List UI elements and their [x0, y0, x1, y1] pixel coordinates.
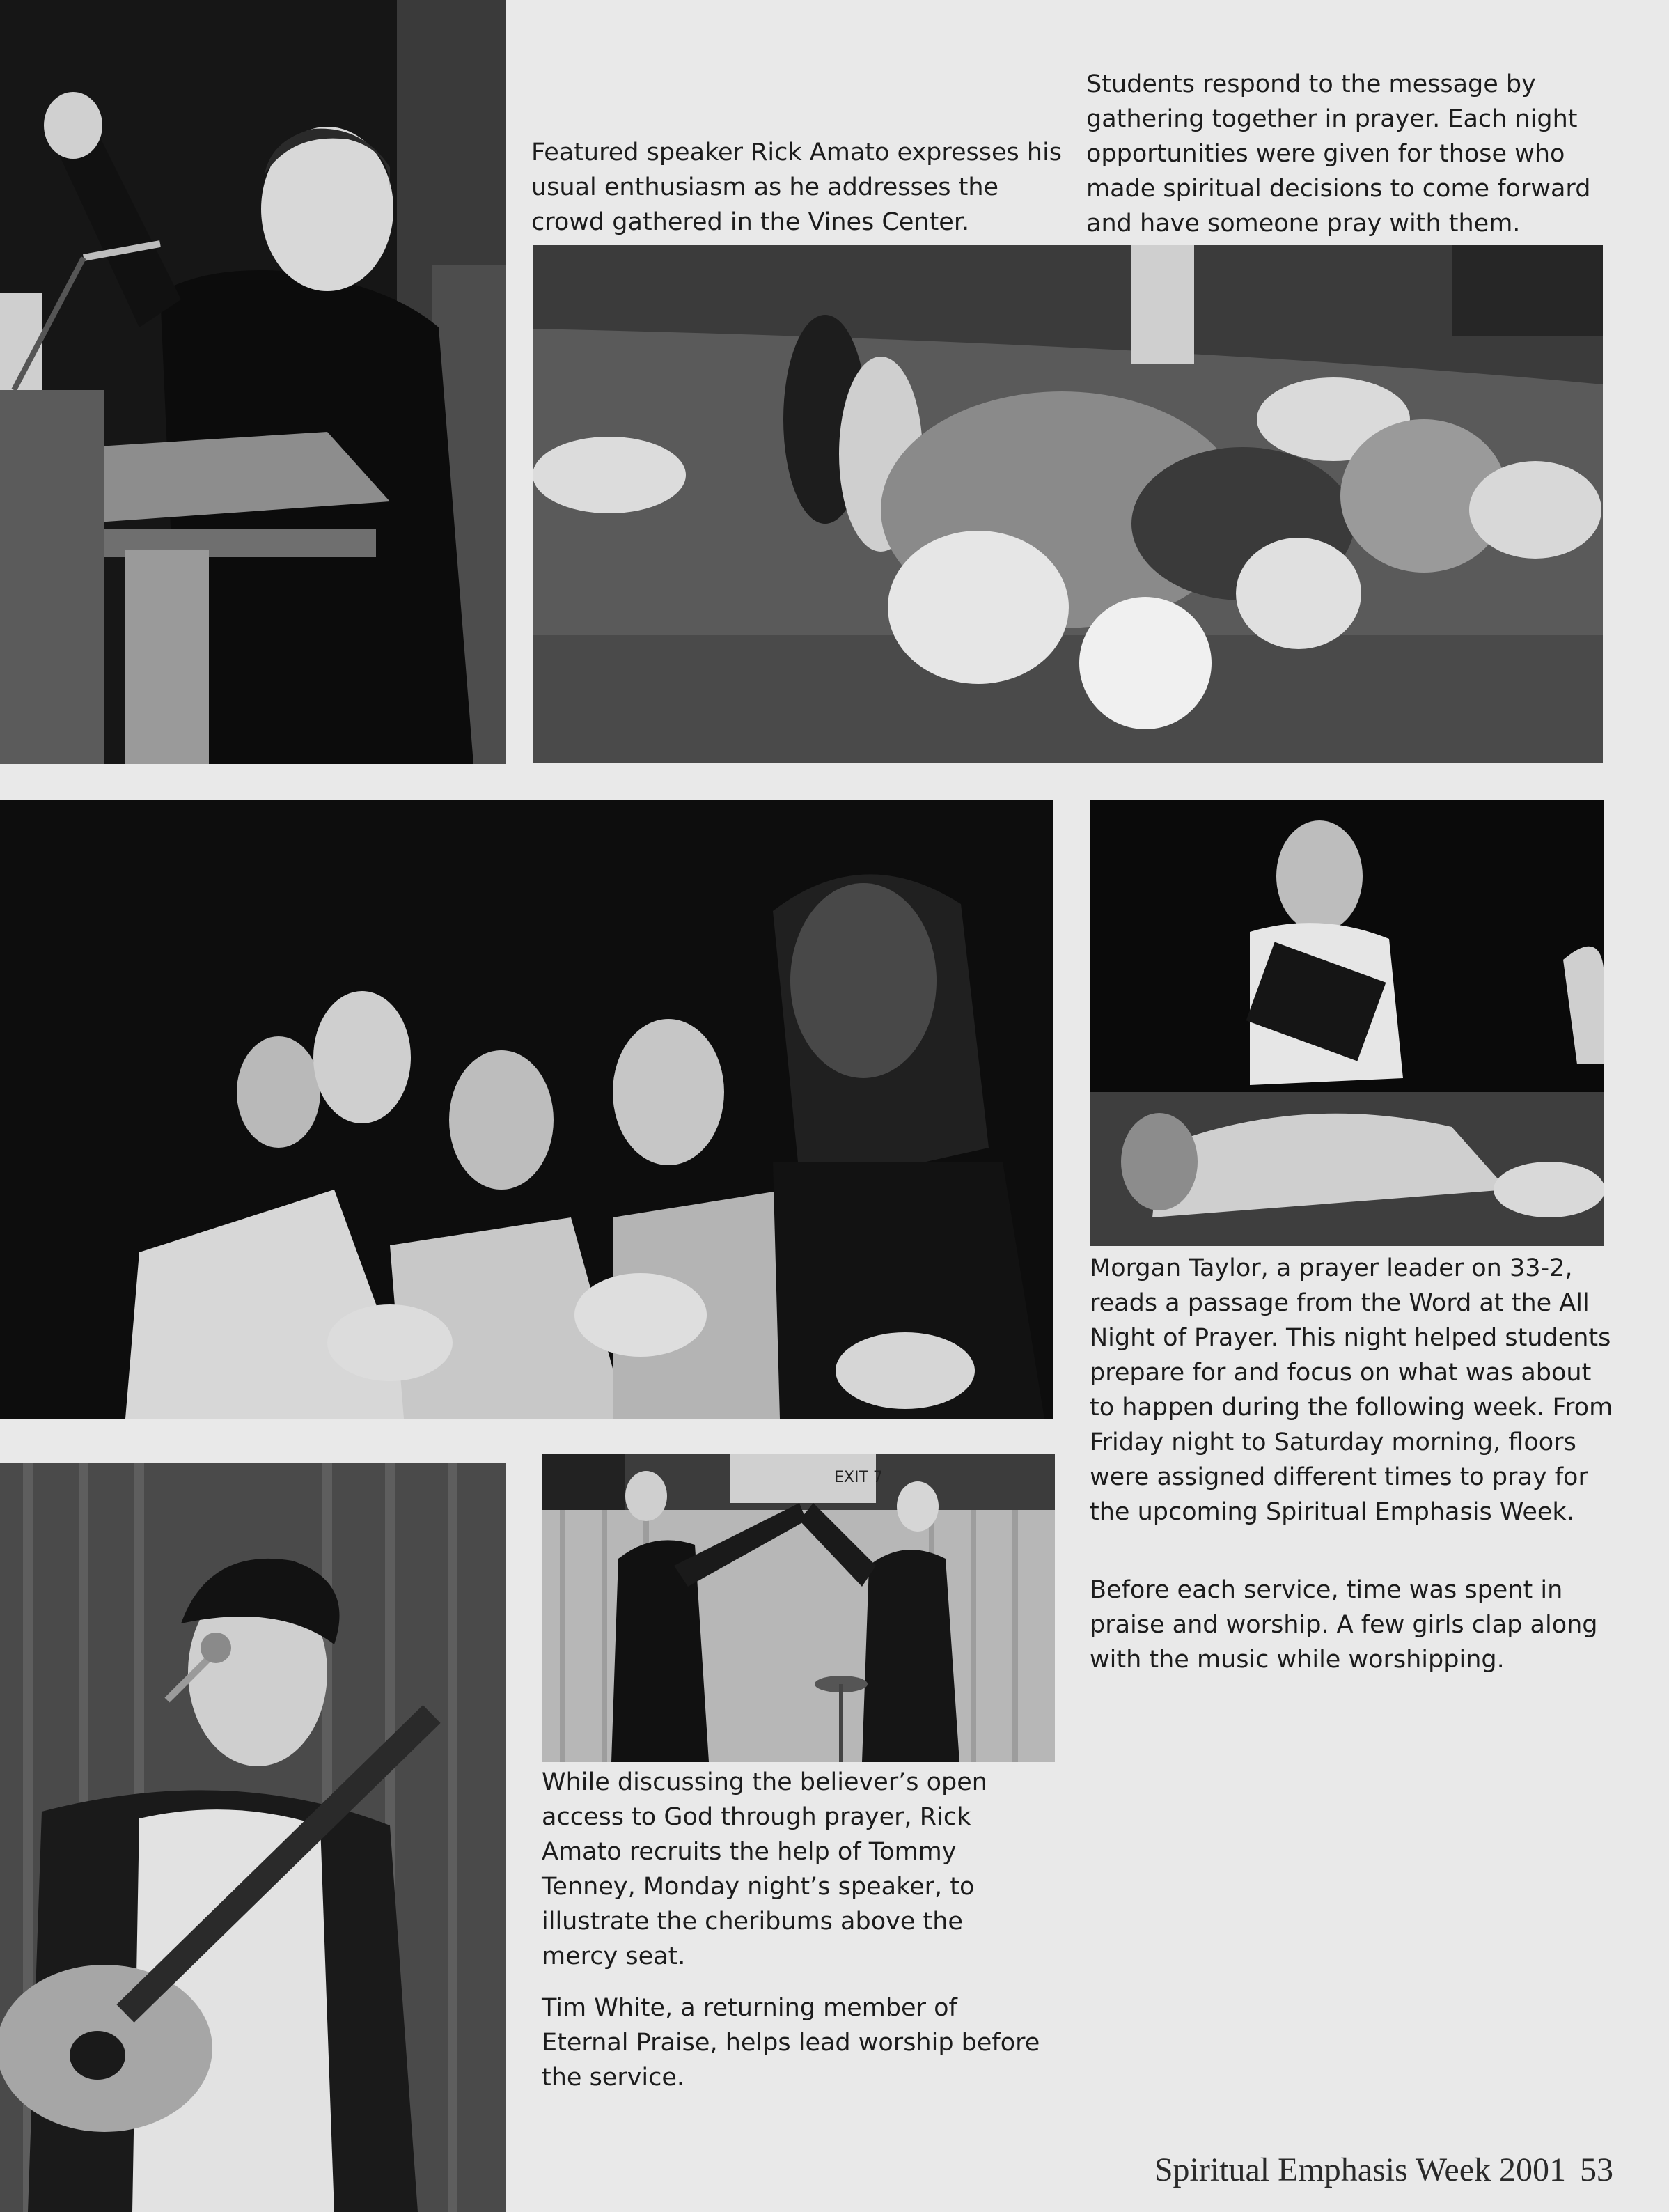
caption-morgan-taylor: Morgan Taylor, a prayer leader on 33-2, reads a passage from the Word at the All Night of Prayer. This night helped students prepare for and focus on what was about to happen during the following week. From Friday night to Saturday morning, floors were assigned different times to pray for the upcoming Spiritual Emphasis Week.	[1090, 1254, 1613, 1526]
page-number: 53	[1580, 2151, 1613, 2188]
photo-morgan-taylor	[1090, 800, 1604, 1246]
photo-rick-amato-podium	[0, 0, 506, 764]
photo-amato-tenney-cheribums	[542, 1454, 1055, 1762]
caption-girls-clap: Before each service, time was spent in praise and worship. A few girls clap along with the music while worshipping.	[1090, 1576, 1598, 1674]
footer-section-title: Spiritual Emphasis Week 2001	[1154, 2151, 1566, 2188]
caption-tim-white: Tim White, a returning member of Eternal Praise, helps lead worship before the service.	[542, 1994, 1040, 2092]
photo-tim-white-guitar	[0, 1463, 506, 2212]
exit-sign-text: EXIT 7	[834, 1469, 883, 1486]
caption-cheribums: While discussing the believer’s open access to God through prayer, Rick Amato recruits the help of Tommy Tenney, Monday night’s speaker, to illustrate the cheribums above the mercy seat.	[542, 1768, 987, 1970]
caption-amato-speaking: Featured speaker Rick Amato expresses his usual enthusiasm as he addresses the crowd gathered in the Vines Center.	[531, 139, 1063, 236]
photo-students-praying	[533, 245, 1603, 763]
photo-girls-clapping	[0, 800, 1053, 1419]
page-footer	[1154, 2151, 1613, 2189]
caption-students-prayer: Students respond to the message by gathering together in prayer. Each night opportunities were given for those who made spiritual decisions to come forward and have someone pray with them.	[1086, 70, 1591, 237]
